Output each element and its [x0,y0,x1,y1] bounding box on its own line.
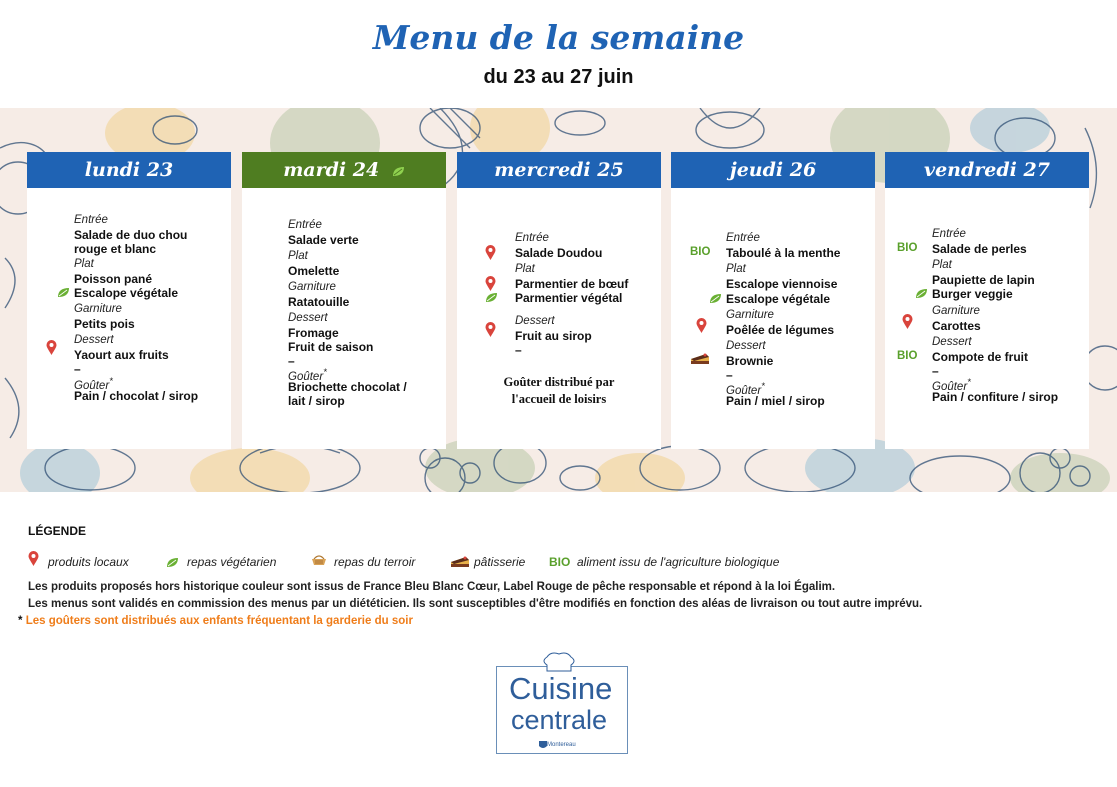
dish: Salade de duo chou [74,228,188,242]
dish: Ratatouille [288,295,350,309]
location-pin-icon [485,322,496,338]
course-label: Goûter* [932,377,971,393]
dish: Brownie [726,354,774,368]
day-header: vendredi 27 [885,152,1089,188]
location-pin-icon [485,245,496,261]
dish: Pain / miel / sirop [726,394,825,408]
legend-bio: aliment issu de l'agriculture biologique [577,555,780,569]
dash: – [74,362,81,376]
dish: Salade Doudou [515,246,603,260]
course-label: Dessert [932,336,972,348]
bio-badge: BIO [897,350,918,362]
dish: rouge et blanc [74,242,157,256]
dash: – [726,368,733,382]
day-card-vendredi [885,152,1089,449]
cake-icon [450,556,470,568]
course-label: Plat [288,250,308,262]
dash: – [288,354,295,368]
legend-veg: repas végétarien [187,555,277,569]
course-label: Entrée [726,232,760,244]
cake-icon [690,353,710,365]
dish: Fruit au sirop [515,329,592,343]
dish: Fromage [288,326,339,340]
bio-badge: BIO [690,246,711,258]
course-label: Plat [74,258,94,270]
location-pin-icon [28,551,39,567]
page-subtitle: du 23 au 27 juin [483,66,634,88]
location-pin-icon [485,276,496,292]
dish: Taboulé à la menthe [726,246,841,260]
course-label: Goûter* [74,376,113,392]
footer-goûter-note: * Les goûters sont distribués aux enfants fréquentant la garderie du soir [18,615,413,627]
course-label: Plat [932,259,952,271]
footer-line: Les produits proposés hors historique couleur sont issus de France Bleu Blanc Cœur, Label Rouge de pêche responsable et répond à la loi Égalim. [28,581,836,593]
course-label: Garniture [74,303,122,315]
dish: Compote de fruit [932,350,1028,364]
crest-icon [539,741,547,750]
course-label: Plat [515,263,535,275]
legend-bio-badge: BIO [549,555,571,569]
leaf-icon [392,166,405,177]
dish: Parmentier végétal [515,291,623,305]
leaf-icon [57,287,70,298]
leaf-icon [915,288,928,299]
course-label: Garniture [932,305,980,317]
dish: Salade verte [288,233,359,247]
dish: Poêlée de légumes [726,323,835,337]
location-pin-icon [696,318,707,334]
dash: – [515,343,522,357]
dish: Parmentier de bœuf [515,277,629,291]
bio-badge: BIO [897,242,918,254]
cuisine-centrale-logo [496,666,628,754]
day-card-mardi [242,152,446,449]
legend-local: produits locaux [48,555,129,569]
course-label: Dessert [288,312,328,324]
logo-text: centrale [511,705,608,735]
dish: Yaourt aux fruits [74,348,169,362]
day-header: lundi 23 [27,152,231,188]
course-label: Goûter* [726,381,765,397]
day-card-jeudi [671,152,875,449]
dish: Burger veggie [932,287,1013,301]
dish: Salade de perles [932,242,1027,256]
dish: Escalope végétale [74,286,179,300]
course-label: Dessert [74,334,114,346]
day-header: mardi 24 [242,152,446,188]
day-header: mercredi 25 [457,152,661,188]
dish: lait / sirop [288,394,345,408]
basket-icon [311,554,327,566]
day-header: jeudi 26 [671,152,875,188]
course-label: Plat [726,263,746,275]
dash: – [932,364,939,378]
snack-note-line: l'accueil de loisirs [511,392,607,406]
course-label: Dessert [726,340,766,352]
dish: Paupiette de lapin [932,273,1035,287]
leaf-icon [485,292,498,303]
legend-patisserie: pâtisserie [474,555,526,569]
location-pin-icon [902,314,913,330]
dish: Escalope viennoise [726,277,838,291]
dish: Carottes [932,319,981,333]
day-card-lundi [27,152,231,449]
snack-note [457,374,661,408]
leaf-icon [709,293,722,304]
course-label: Dessert [515,315,555,327]
day-card-mercredi [457,152,661,449]
snack-note-line: Goûter distribué par [503,375,615,389]
leaf-icon [166,557,179,568]
course-label: Entrée [932,228,966,240]
legend-title: LÉGENDE [28,524,87,538]
course-label: Goûter* [288,367,327,383]
footer-line: Les menus sont validés en commission des menus par un diététicien. Ils sont susceptibles d'être modifiés en fonction des aléas de livraison ou tout autre imprévu. [28,598,923,610]
dish: Pain / confiture / sirop [932,390,1059,404]
course-label: Entrée [74,214,108,226]
legend-terroir: repas du terroir [334,555,416,569]
dish: Pain / chocolat / sirop [74,389,199,403]
dish: Poisson pané [74,272,153,286]
dish: Petits pois [74,317,135,331]
logo-city: Montereau [547,742,576,748]
logo-text: Cuisine [509,671,613,706]
course-label: Entrée [288,219,322,231]
course-label: Garniture [288,281,336,293]
course-label: Entrée [515,232,549,244]
page-title: Menu de la semaine [372,18,745,57]
dish: Escalope végétale [726,292,831,306]
dish: Omelette [288,264,340,278]
location-pin-icon [46,340,57,356]
dish: Fruit de saison [288,340,374,354]
course-label: Garniture [726,309,774,321]
dish: Briochette chocolat / [288,380,407,394]
